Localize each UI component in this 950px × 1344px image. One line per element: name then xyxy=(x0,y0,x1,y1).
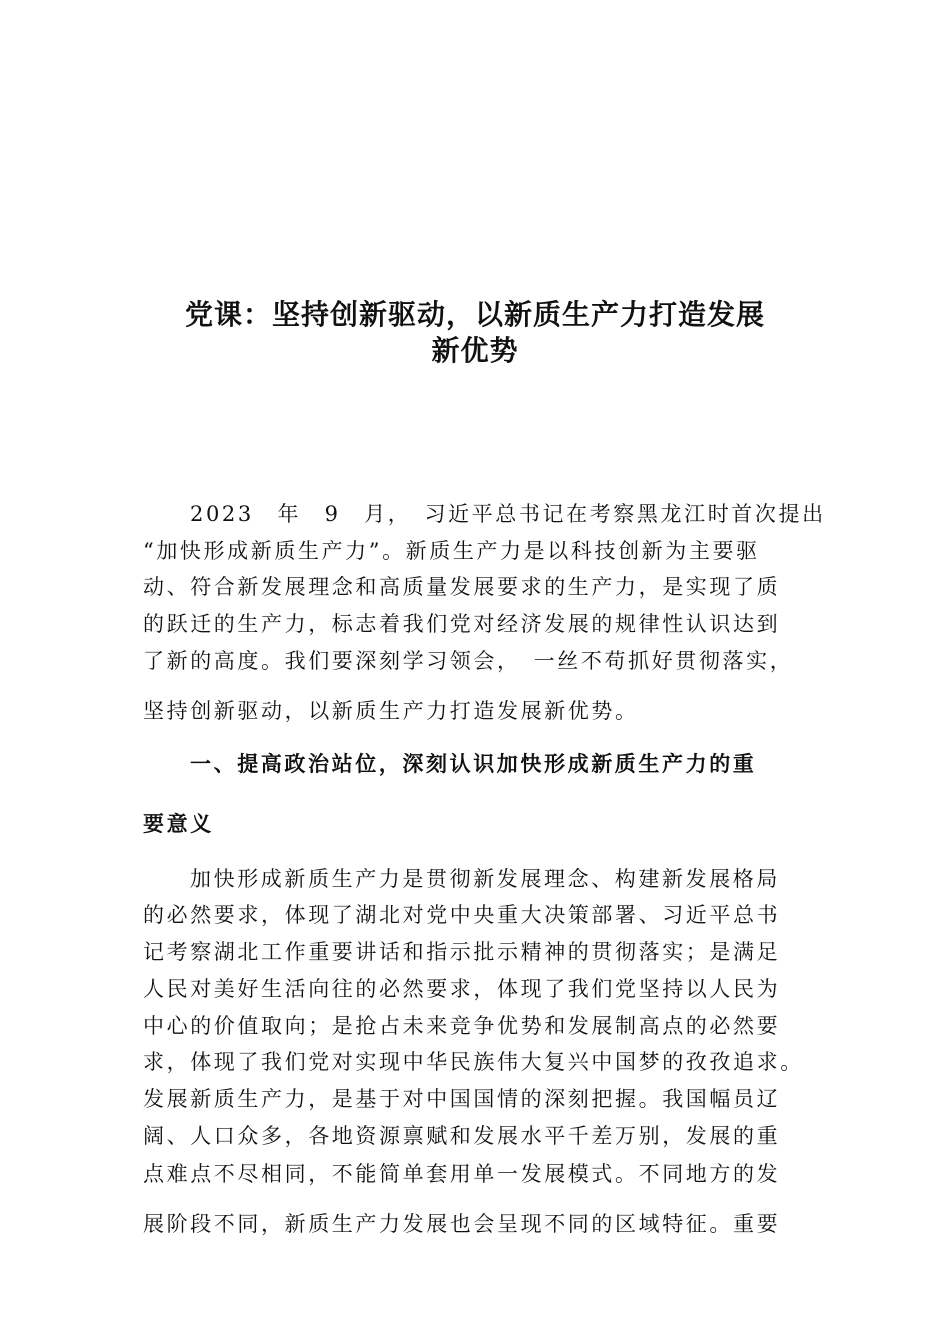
paragraph-2-line: 发展新质生产力，是基于对中国国情的深刻把握。我国幅员辽 xyxy=(143,1087,781,1111)
section-heading-1-line: 一、提高政治站位，深刻认识加快形成新质生产力的重 xyxy=(190,751,757,776)
document-title xyxy=(100,297,850,369)
paragraph-1-line: 2023 年 9 月， 习近平总书记在考察黑龙江时首次提出 xyxy=(190,502,826,526)
paragraph-1-line: 的跃迁的生产力，标志着我们党对经济发展的规律性认识达到 xyxy=(143,612,781,636)
paragraph-2-line: 中心的价值取向；是抢占未来竞争优势和发展制高点的必然要 xyxy=(143,1014,781,1038)
paragraph-2-line: 记考察湖北工作重要讲话和指示批示精神的贯彻落实；是满足 xyxy=(143,940,781,964)
paragraph-1-line: 了新的高度。我们要深刻学习领会， 一丝不苟抓好贯彻落实， xyxy=(143,649,794,673)
paragraph-2-line: 加快形成新质生产力是贯彻新发展理念、构建新发展格局 xyxy=(190,867,780,891)
paragraph-2-line: 阔、人口众多，各地资源禀赋和发展水平千差万别，发展的重 xyxy=(143,1124,781,1148)
paragraph-2-line: 的必然要求，体现了湖北对党中央重大决策部署、习近平总书 xyxy=(143,903,781,927)
document-title-line-2: 新优势 xyxy=(431,334,519,367)
paragraph-1-line: 动、符合新发展理念和高质量发展要求的生产力，是实现了质 xyxy=(143,575,781,599)
paragraph-2-line: 展阶段不同，新质生产力发展也会呈现不同的区域特征。重要 xyxy=(143,1212,781,1236)
section-heading-1-line: 要意义 xyxy=(143,811,214,836)
paragraph-2-line: 求，体现了我们党对实现中华民族伟大复兴中国梦的孜孜追求。 xyxy=(143,1050,804,1074)
paragraph-2-line: 点难点不尽相同，不能简单套用单一发展模式。不同地方的发 xyxy=(143,1162,781,1186)
paragraph-1-line: “加快形成新质生产力”。新质生产力是以科技创新为主要驱 xyxy=(143,539,760,563)
paragraph-2-line: 人民对美好生活向往的必然要求，体现了我们党坚持以人民为 xyxy=(143,977,781,1001)
document-title-line-1: 党课：坚持创新驱动，以新质生产力打造发展 xyxy=(184,298,765,331)
paragraph-1-line: 坚持创新驱动，以新质生产力打造发展新优势。 xyxy=(143,699,639,723)
